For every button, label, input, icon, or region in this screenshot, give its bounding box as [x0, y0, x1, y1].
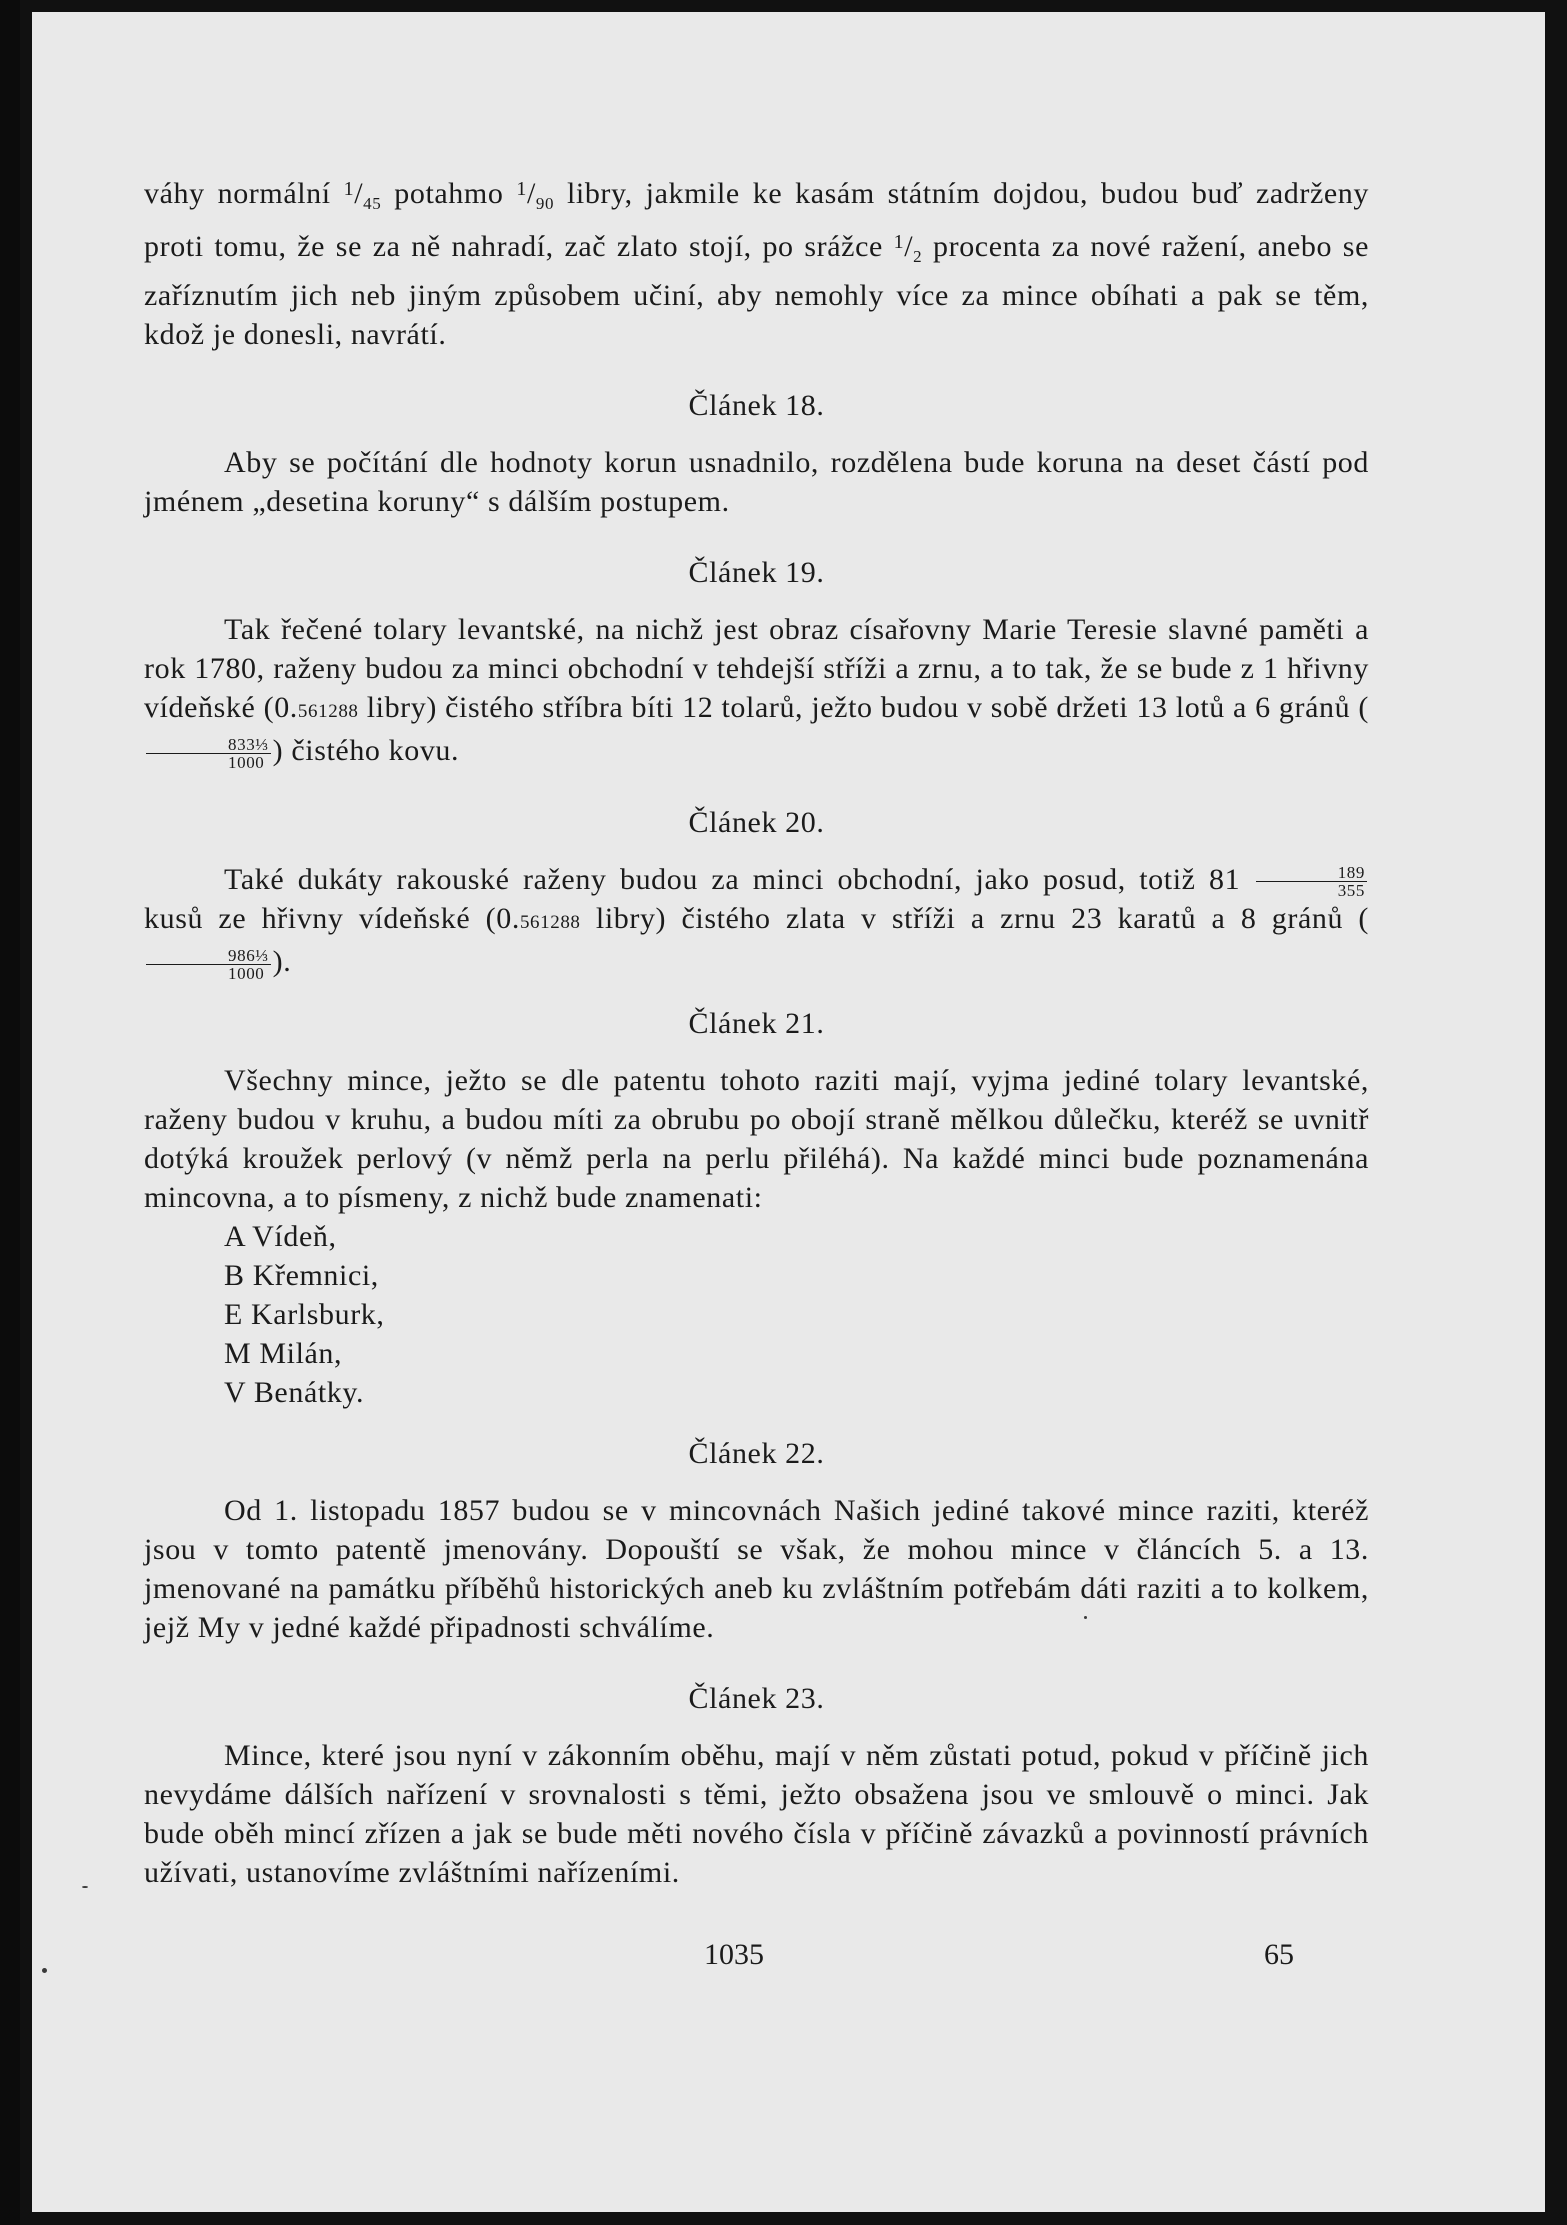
list-item: A Vídeň,: [224, 1219, 337, 1253]
fraction-numerator: 1: [893, 231, 905, 253]
fraction: $\frac{\text{833⅓}}{1000}$: [146, 736, 271, 771]
article-19-heading: Článek 19.: [688, 556, 825, 589]
mint-mark-list: [224, 1217, 1369, 1412]
fraction: $\frac{\text{986⅓}}{1000}$: [146, 947, 271, 982]
fraction-denominator: 45: [363, 194, 382, 213]
fraction-denominator: 2: [913, 247, 923, 266]
scan-speck: [1084, 1616, 1087, 1619]
article-20-heading: Článek 20.: [688, 805, 825, 839]
intro-paragraph: váhy normální $^1/_{45}$ potahmo $^1/_{90}$ libry, jakmile ke kasám státním dojdou, budou buď zadrženy proti tomu, že se za ně nahradí, zač zlato stojí, po srážce $^1/_2$ procenta za nové ražení, anebo se zaříznutím jich neb jiným způsobem učiní, aby nemohly více za mince obíhati a pak se těm, kdož je donesli, navrátí.: [144, 177, 1370, 351]
page-number-right: 65: [1264, 1938, 1294, 1971]
scan-dark-margin: [0, 0, 20, 2225]
list-item: B Křemnici,: [224, 1258, 379, 1292]
fraction-denominator: 90: [535, 194, 555, 213]
article-19-text: Tak řečené tolary levantské, na nichž jest obraz císařovny Marie Teresie slavné paměti a rok 1780, raženy budou za minci obchodní v tehdejší stříži a zrnu, a to tak, že se bude z 1 hřivny vídeňské (0.561288 libry) čistého stříbra bíti 12 tolarů, ježto budou v sobě držeti 13 lotů a 6 gránů ( $\frac{\text{833⅓}}{1000}$ ) čistého kovu.: [144, 613, 1369, 772]
list-item: V Benátky.: [224, 1375, 365, 1409]
scan-speck: [42, 1968, 47, 1973]
page-number-center: 1035: [704, 1938, 764, 1971]
article-23-heading: Článek 23.: [688, 1681, 825, 1715]
article-20-text: Také dukáty rakouské raženy budou za minci obchodní, jako posud, totiž 81 $\frac{189}{355}$ kusů ze hřivny vídeňské (0.561288 libry) čistého zlata v stříži a zrnu 23 karatů a 8 gránů ( $\frac{\text{986⅓}}{1000}$ ).: [144, 862, 1369, 983]
article-18-heading: Článek 18.: [688, 389, 825, 422]
list-item: M Milán,: [224, 1336, 343, 1370]
page-footer: [32, 1938, 1545, 1978]
article-22-text: Od 1. listopadu 1857 budou se v mincovnách Našich jediné takové mince raziti, kteréž jsou v tomto patentě jmenovány. Dopouští se však, že mohou mince v článcích 5. a 13. jmenované na památku příběhů historických aneb ku zvláštním potřebám dáti raziti a to kolkem, jejž My v jedné každé připadnosti schválíme.: [144, 1493, 1369, 1644]
scan-speck: [82, 1886, 88, 1888]
list-item: E Karlsburk,: [224, 1297, 385, 1331]
article-23-text: Mince, které jsou nyní v zákonním oběhu, mají v něm zůstati potud, pokud v příčině jich nevydáme dálších nařízení v srovnalosti s těmi, ježto obsažena jsou ve smlouvě o minci. Jak bude oběh mincí zřízen a jak se bude měti nového čísla v příčině závazků a povinností právních užívati, ustanovíme zvláštními nařízeními.: [144, 1738, 1369, 1889]
article-21-heading: Článek 21.: [688, 1006, 825, 1040]
fraction-numerator: 1: [343, 178, 355, 200]
fraction: $\frac{189}{355}$: [1256, 864, 1367, 899]
document-page: [32, 12, 1545, 2212]
article-18-text: Aby se počítání dle hodnoty korun usnadnilo, rozdělena bude koruna na deset částí pod jménem „desetina koruny“ s dálším postupem.: [144, 446, 1369, 518]
article-22-heading: Článek 22.: [688, 1436, 825, 1470]
page-body: [144, 170, 1369, 1892]
article-21-text: Všechny mince, ježto se dle patentu tohoto raziti mají, vyjma jediné tolary levantské, raženy budou v kruhu, a budou míti za obrubu po obojí straně mělkou důlečku, kteréž se uvnitř dotýká kroužek perlový (v němž perla na perlu přiléhá). Na každé minci bude poznamenána mincovna, a to písmeny, z nichž bude znamenati:: [144, 1063, 1369, 1214]
fraction-numerator: 1: [516, 178, 527, 200]
